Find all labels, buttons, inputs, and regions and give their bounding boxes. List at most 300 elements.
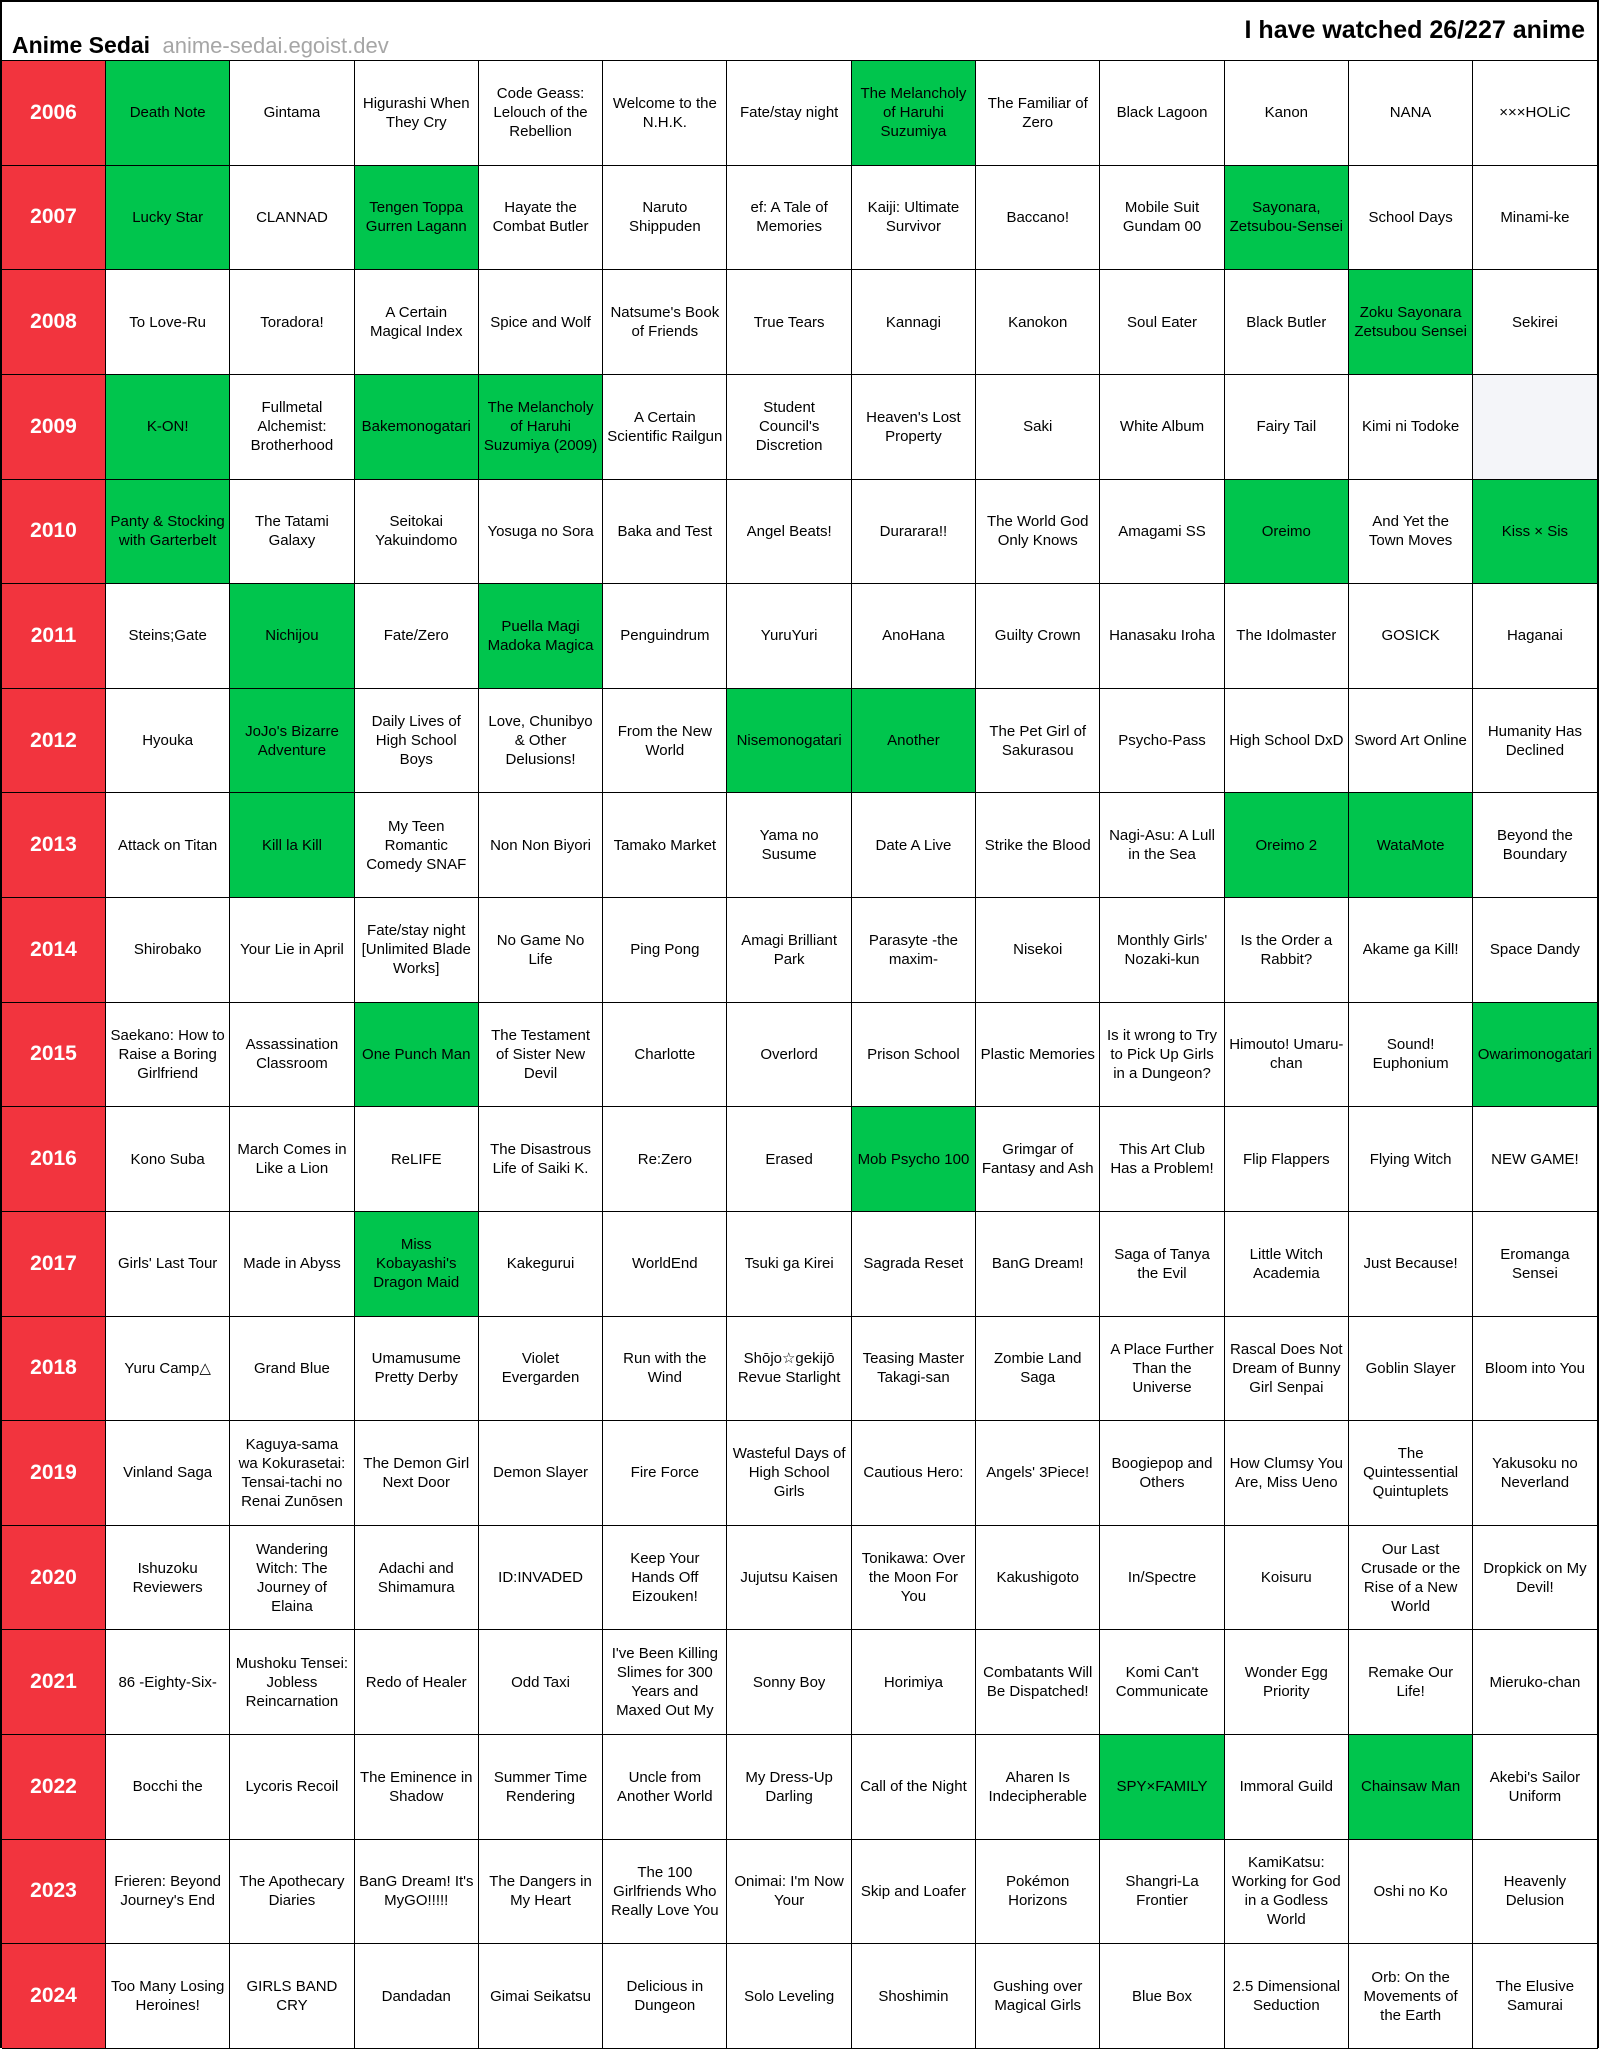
anime-title: One Punch Man [362, 1045, 471, 1063]
anime-title: Kill la Kill [261, 836, 322, 854]
anime-title: Minami-ke [1500, 208, 1570, 226]
anime-cell[interactable] [1225, 1317, 1349, 1422]
anime-cell[interactable] [230, 1735, 354, 1840]
anime-cell[interactable] [1100, 1317, 1224, 1422]
anime-cell[interactable] [852, 1735, 976, 1840]
anime-cell[interactable] [106, 1735, 230, 1840]
anime-cell[interactable] [1473, 1317, 1597, 1422]
anime-cell[interactable] [852, 793, 976, 898]
anime-cell-watched[interactable] [1225, 166, 1349, 271]
anime-cell[interactable] [852, 1526, 976, 1631]
anime-cell[interactable] [727, 270, 851, 375]
anime-cell[interactable] [479, 1107, 603, 1212]
anime-cell[interactable] [1473, 166, 1597, 271]
anime-cell[interactable] [355, 689, 479, 794]
anime-title: Summer Time Rendering [493, 1768, 588, 1805]
year-label-2016: 2016 [2, 1107, 106, 1212]
anime-title: Puella Magi Madoka Magica [487, 617, 594, 654]
anime-cell[interactable] [976, 1212, 1100, 1317]
anime-cell[interactable] [603, 898, 727, 1003]
anime-cell[interactable] [1349, 689, 1473, 794]
anime-title: Orb: On the Movements of the Earth [1363, 1968, 1458, 2024]
anime-title: Black Butler [1246, 313, 1327, 331]
anime-cell-watched[interactable] [1225, 480, 1349, 585]
anime-cell[interactable] [603, 1421, 727, 1526]
anime-cell[interactable] [1473, 1735, 1597, 1840]
anime-title: Hanasaku Iroha [1109, 627, 1215, 645]
anime-cell[interactable] [1349, 1003, 1473, 1108]
anime-cell[interactable] [1225, 375, 1349, 480]
anime-cell[interactable] [1349, 166, 1473, 271]
anime-cell[interactable] [1225, 1107, 1349, 1212]
anime-cell[interactable] [355, 584, 479, 689]
anime-cell[interactable] [1473, 898, 1597, 1003]
anime-cell[interactable] [1349, 480, 1473, 585]
anime-cell[interactable] [1100, 1526, 1224, 1631]
anime-cell[interactable] [1473, 270, 1597, 375]
anime-cell[interactable] [106, 1526, 230, 1631]
anime-cell[interactable] [852, 1840, 976, 1945]
anime-cell[interactable] [479, 793, 603, 898]
anime-cell[interactable] [603, 375, 727, 480]
anime-cell[interactable] [976, 1630, 1100, 1735]
anime-cell[interactable] [106, 1630, 230, 1735]
anime-cell[interactable] [603, 61, 727, 166]
anime-title: Nichijou [265, 627, 319, 645]
anime-cell[interactable] [1225, 1735, 1349, 1840]
anime-cell[interactable] [355, 1526, 479, 1631]
anime-cell[interactable] [106, 584, 230, 689]
anime-title: Jujutsu Kaisen [740, 1569, 838, 1587]
anime-cell[interactable] [852, 1317, 976, 1422]
anime-cell[interactable] [727, 375, 851, 480]
anime-title: Uncle from Another World [617, 1768, 713, 1805]
anime-title: Ishuzoku Reviewers [132, 1559, 203, 1596]
anime-cell[interactable] [106, 1003, 230, 1108]
anime-cell[interactable] [106, 898, 230, 1003]
anime-cell[interactable] [1225, 1003, 1349, 1108]
anime-cell[interactable] [727, 1944, 851, 2049]
anime-cell[interactable] [603, 793, 727, 898]
anime-cell[interactable] [1349, 1630, 1473, 1735]
anime-cell[interactable] [727, 480, 851, 585]
anime-title: Nisemonogatari [736, 732, 842, 750]
anime-cell[interactable] [1473, 1421, 1597, 1526]
anime-cell[interactable] [1225, 61, 1349, 166]
anime-cell[interactable] [852, 375, 976, 480]
anime-cell[interactable] [727, 1107, 851, 1212]
anime-title: Akebi's Sailor Uniform [1489, 1768, 1581, 1805]
anime-cell[interactable] [976, 1107, 1100, 1212]
anime-cell[interactable] [727, 1630, 851, 1735]
anime-cell-watched[interactable] [1225, 793, 1349, 898]
anime-cell[interactable] [230, 61, 354, 166]
anime-cell[interactable] [106, 1840, 230, 1945]
anime-title: ×××HOLiC [1499, 104, 1571, 122]
anime-cell[interactable] [106, 1317, 230, 1422]
anime-cell[interactable] [852, 166, 976, 271]
anime-cell[interactable] [1100, 1107, 1224, 1212]
anime-cell[interactable] [355, 1840, 479, 1945]
anime-cell[interactable] [355, 1735, 479, 1840]
anime-cell-watched[interactable] [1349, 793, 1473, 898]
anime-cell[interactable] [355, 898, 479, 1003]
anime-cell-watched[interactable] [106, 61, 230, 166]
anime-title: Monthly Girls' Nozaki-kun [1116, 931, 1208, 968]
anime-cell[interactable] [1473, 1526, 1597, 1631]
anime-title: School Days [1368, 208, 1453, 226]
anime-cell[interactable] [230, 1317, 354, 1422]
anime-cell[interactable] [1100, 1212, 1224, 1317]
anime-cell[interactable] [603, 480, 727, 585]
anime-title: Delicious in Dungeon [626, 1978, 704, 2015]
anime-title: Immoral Guild [1239, 1778, 1333, 1796]
anime-cell[interactable] [852, 1003, 976, 1108]
anime-cell[interactable] [479, 1421, 603, 1526]
anime-cell-watched[interactable] [106, 375, 230, 480]
anime-title: The Demon Girl Next Door [363, 1454, 470, 1491]
anime-cell[interactable] [479, 1735, 603, 1840]
anime-cell[interactable] [1225, 584, 1349, 689]
anime-title: Flip Flappers [1242, 1150, 1330, 1168]
anime-title: Haganai [1506, 627, 1563, 645]
anime-cell-watched[interactable] [852, 689, 976, 794]
anime-cell[interactable] [1100, 1944, 1224, 2049]
anime-cell[interactable] [852, 270, 976, 375]
anime-cell[interactable] [106, 1107, 230, 1212]
anime-cell[interactable] [1349, 1317, 1473, 1422]
anime-cell[interactable] [479, 1944, 603, 2049]
anime-cell-watched[interactable] [479, 584, 603, 689]
anime-cell[interactable] [603, 270, 727, 375]
anime-cell[interactable] [852, 584, 976, 689]
anime-cell[interactable] [230, 1421, 354, 1526]
anime-title: In/Spectre [1127, 1569, 1197, 1587]
anime-cell[interactable] [976, 793, 1100, 898]
anime-cell[interactable] [479, 480, 603, 585]
anime-title: KamiKatsu: Working for God in a Godless World [1231, 1854, 1341, 1929]
anime-cell[interactable] [603, 1526, 727, 1631]
anime-title: The Tatami Galaxy [254, 513, 329, 550]
anime-cell[interactable] [355, 61, 479, 166]
anime-cell[interactable] [230, 898, 354, 1003]
anime-title: The Disastrous Life of Saiki K. [490, 1141, 591, 1178]
anime-cell-watched[interactable] [230, 584, 354, 689]
anime-title: Sayonara, Zetsubou-Sensei [1229, 199, 1344, 236]
anime-cell[interactable] [976, 689, 1100, 794]
anime-title: Tsuki ga Kirei [744, 1255, 834, 1273]
anime-cell[interactable] [106, 270, 230, 375]
anime-cell[interactable] [727, 1317, 851, 1422]
anime-cell[interactable] [1225, 1944, 1349, 2049]
anime-cell[interactable] [479, 61, 603, 166]
anime-title: My Teen Romantic Comedy SNAF [366, 817, 467, 873]
anime-cell[interactable] [1349, 1421, 1473, 1526]
anime-title: Flying Witch [1369, 1150, 1452, 1168]
anime-cell[interactable] [976, 1003, 1100, 1108]
site-url[interactable]: anime-sedai.egoist.dev [162, 33, 389, 58]
anime-cell[interactable] [355, 480, 479, 585]
anime-cell[interactable] [852, 480, 976, 585]
anime-title: Kakushigoto [996, 1569, 1079, 1587]
anime-title: AnoHana [882, 627, 945, 645]
anime-title: Eromanga Sensei [1500, 1245, 1570, 1282]
anime-title: My Dress-Up Darling [745, 1768, 833, 1805]
anime-cell[interactable] [1349, 375, 1473, 480]
anime-title: The Dangers in My Heart [489, 1873, 592, 1910]
anime-cell[interactable] [976, 1840, 1100, 1945]
anime-cell[interactable] [1473, 1107, 1597, 1212]
anime-title: Saekano: How to Raise a Boring Girlfriend [110, 1026, 225, 1082]
anime-title: Teasing Master Takagi-san [862, 1350, 965, 1387]
anime-cell[interactable] [976, 375, 1100, 480]
anime-cell-watched[interactable] [355, 1212, 479, 1317]
anime-cell[interactable] [603, 166, 727, 271]
anime-cell[interactable] [355, 793, 479, 898]
anime-cell[interactable] [1349, 898, 1473, 1003]
anime-cell[interactable] [355, 1317, 479, 1422]
anime-cell[interactable] [355, 1944, 479, 2049]
anime-cell[interactable] [976, 166, 1100, 271]
anime-cell[interactable] [727, 584, 851, 689]
anime-cell[interactable] [727, 1840, 851, 1945]
anime-cell[interactable] [976, 1735, 1100, 1840]
anime-cell[interactable] [852, 1944, 976, 2049]
anime-title: To Love-Ru [129, 313, 206, 331]
anime-cell[interactable] [976, 270, 1100, 375]
anime-cell[interactable] [230, 1840, 354, 1945]
anime-cell-watched[interactable] [1473, 1003, 1597, 1108]
anime-title: Bloom into You [1484, 1359, 1585, 1377]
anime-cell[interactable] [355, 1107, 479, 1212]
anime-cell[interactable] [1473, 689, 1597, 794]
anime-title: Re:Zero [637, 1150, 692, 1168]
anime-title: Just Because! [1363, 1255, 1458, 1273]
anime-cell[interactable] [106, 793, 230, 898]
anime-cell[interactable] [1100, 1840, 1224, 1945]
anime-cell[interactable] [976, 61, 1100, 166]
anime-cell[interactable] [603, 1212, 727, 1317]
anime-cell[interactable] [976, 480, 1100, 585]
anime-title: Naruto Shippuden [628, 199, 701, 236]
anime-cell[interactable] [479, 1840, 603, 1945]
anime-cell[interactable] [1100, 480, 1224, 585]
anime-cell[interactable] [106, 1212, 230, 1317]
anime-cell[interactable] [1473, 1944, 1597, 2049]
anime-title: Welcome to the N.H.K. [612, 94, 717, 131]
year-label-2014: 2014 [2, 898, 106, 1003]
anime-cell[interactable] [355, 270, 479, 375]
anime-cell[interactable] [230, 480, 354, 585]
anime-title: Lycoris Recoil [245, 1778, 339, 1796]
anime-cell-watched[interactable] [355, 1003, 479, 1108]
anime-title: Sword Art Online [1354, 732, 1467, 750]
anime-cell[interactable] [1100, 375, 1224, 480]
anime-cell[interactable] [230, 1944, 354, 2049]
anime-cell-watched[interactable] [852, 1107, 976, 1212]
anime-cell-watched[interactable] [230, 793, 354, 898]
anime-title: Keep Your Hands Off Eizouken! [630, 1550, 700, 1606]
anime-cell-watched[interactable] [727, 689, 851, 794]
anime-cell[interactable] [1225, 1526, 1349, 1631]
anime-cell[interactable] [1349, 1840, 1473, 1945]
anime-title: Kakegurui [506, 1255, 575, 1273]
anime-cell[interactable] [1225, 689, 1349, 794]
anime-cell[interactable] [603, 1735, 727, 1840]
anime-cell[interactable] [1473, 1212, 1597, 1317]
anime-cell[interactable] [727, 1212, 851, 1317]
anime-cell-watched[interactable] [1349, 270, 1473, 375]
anime-cell[interactable] [852, 1421, 976, 1526]
anime-title: Gushing over Magical Girls [993, 1978, 1083, 2015]
anime-cell[interactable] [603, 1107, 727, 1212]
anime-cell[interactable] [727, 1735, 851, 1840]
anime-cell-watched[interactable] [230, 689, 354, 794]
anime-cell[interactable] [1349, 1944, 1473, 2049]
anime-cell[interactable] [1225, 1840, 1349, 1945]
anime-cell[interactable] [1100, 1003, 1224, 1108]
anime-cell[interactable] [603, 689, 727, 794]
anime-cell[interactable] [1100, 61, 1224, 166]
anime-title: Love, Chunibyo & Other Delusions! [488, 713, 593, 769]
anime-cell[interactable] [1100, 689, 1224, 794]
anime-cell[interactable] [852, 1212, 976, 1317]
anime-cell[interactable] [603, 1630, 727, 1735]
anime-cell[interactable] [1473, 61, 1597, 166]
anime-title: Oreimo 2 [1255, 836, 1318, 854]
anime-cell[interactable] [603, 1003, 727, 1108]
year-label-2015: 2015 [2, 1003, 106, 1108]
anime-cell-watched[interactable] [106, 166, 230, 271]
anime-cell[interactable] [1225, 898, 1349, 1003]
anime-cell[interactable] [1100, 1630, 1224, 1735]
anime-cell[interactable] [1100, 270, 1224, 375]
anime-cell-watched[interactable] [1100, 1735, 1224, 1840]
anime-cell-watched[interactable] [1349, 1735, 1473, 1840]
anime-cell-watched[interactable] [1473, 480, 1597, 585]
anime-cell[interactable] [727, 793, 851, 898]
anime-cell[interactable] [1349, 1107, 1473, 1212]
anime-cell[interactable] [355, 1630, 479, 1735]
anime-cell[interactable] [230, 1107, 354, 1212]
anime-cell[interactable] [603, 584, 727, 689]
anime-cell[interactable] [1349, 1212, 1473, 1317]
anime-cell[interactable] [479, 898, 603, 1003]
anime-cell[interactable] [1473, 793, 1597, 898]
anime-cell[interactable] [1100, 584, 1224, 689]
anime-cell[interactable] [1100, 898, 1224, 1003]
anime-cell[interactable] [230, 1212, 354, 1317]
anime-cell[interactable] [852, 1630, 976, 1735]
anime-title: ReLIFE [390, 1150, 442, 1168]
anime-cell-watched[interactable] [355, 166, 479, 271]
anime-cell[interactable] [1225, 1421, 1349, 1526]
anime-cell[interactable] [727, 1526, 851, 1631]
anime-cell[interactable] [976, 1421, 1100, 1526]
anime-title: Yakusoku no Neverland [1492, 1454, 1578, 1491]
anime-cell[interactable] [603, 1317, 727, 1422]
anime-cell-watched[interactable] [479, 375, 603, 480]
anime-cell[interactable] [106, 689, 230, 794]
anime-cell[interactable] [479, 166, 603, 271]
anime-title: Aharen Is Indecipherable [988, 1768, 1087, 1805]
anime-cell[interactable] [230, 1526, 354, 1631]
anime-title: Tamako Market [613, 836, 717, 854]
anime-cell[interactable] [1473, 1840, 1597, 1945]
anime-title: Natsume's Book of Friends [610, 304, 720, 341]
anime-cell-watched[interactable] [355, 375, 479, 480]
anime-cell-watched[interactable] [106, 480, 230, 585]
anime-title: 2.5 Dimensional Seduction [1232, 1978, 1341, 2015]
anime-cell[interactable] [1349, 584, 1473, 689]
anime-cell[interactable] [479, 1212, 603, 1317]
anime-cell[interactable] [230, 270, 354, 375]
anime-cell[interactable] [230, 166, 354, 271]
anime-cell[interactable] [1100, 1421, 1224, 1526]
anime-title: Heaven's Lost Property [866, 408, 961, 445]
anime-cell[interactable] [479, 1317, 603, 1422]
anime-cell[interactable] [976, 584, 1100, 689]
anime-cell[interactable] [852, 898, 976, 1003]
anime-title: Girls' Last Tour [118, 1255, 218, 1273]
anime-cell[interactable] [1349, 61, 1473, 166]
anime-cell[interactable] [355, 1421, 479, 1526]
anime-cell[interactable] [976, 898, 1100, 1003]
anime-cell[interactable] [106, 1421, 230, 1526]
anime-cell[interactable] [1225, 1212, 1349, 1317]
anime-cell[interactable] [1100, 166, 1224, 271]
anime-cell[interactable] [1473, 1630, 1597, 1735]
anime-title: A Certain Scientific Railgun [607, 408, 723, 445]
anime-cell[interactable] [106, 1944, 230, 2049]
anime-cell[interactable] [230, 1003, 354, 1108]
anime-cell[interactable] [1225, 270, 1349, 375]
anime-cell[interactable] [976, 1944, 1100, 2049]
anime-title: Plastic Memories [980, 1045, 1095, 1063]
anime-cell[interactable] [1225, 1630, 1349, 1735]
anime-cell[interactable] [479, 1003, 603, 1108]
anime-cell[interactable] [727, 898, 851, 1003]
anime-title: The Quintessential Quintuplets [1363, 1445, 1459, 1501]
year-label-2024: 2024 [2, 1944, 106, 2049]
anime-cell[interactable] [603, 1840, 727, 1945]
anime-title: Call of the Night [860, 1778, 967, 1796]
anime-title: Frieren: Beyond Journey's End [114, 1873, 222, 1910]
anime-title: Koisuru [1260, 1569, 1312, 1587]
anime-cell[interactable] [727, 61, 851, 166]
anime-cell[interactable] [727, 1421, 851, 1526]
anime-cell[interactable] [230, 1630, 354, 1735]
anime-cell[interactable] [479, 1630, 603, 1735]
anime-cell[interactable] [479, 270, 603, 375]
anime-cell[interactable] [479, 1526, 603, 1631]
anime-title: The Melancholy of Haruhi Suzumiya (2009) [483, 399, 598, 455]
anime-cell[interactable] [603, 1944, 727, 2049]
anime-cell[interactable] [1473, 584, 1597, 689]
anime-cell[interactable] [479, 689, 603, 794]
anime-title: Gintama [263, 104, 321, 122]
anime-title: Mushoku Tensei: Jobless Reincarnation [235, 1654, 349, 1710]
anime-cell[interactable] [727, 1003, 851, 1108]
anime-cell[interactable] [1349, 1526, 1473, 1631]
anime-cell[interactable] [1100, 793, 1224, 898]
anime-cell[interactable] [976, 1317, 1100, 1422]
anime-cell-watched[interactable] [852, 61, 976, 166]
anime-cell[interactable] [976, 1526, 1100, 1631]
anime-cell[interactable] [727, 166, 851, 271]
anime-title: Angels' 3Piece! [986, 1464, 1090, 1482]
anime-cell[interactable] [230, 375, 354, 480]
